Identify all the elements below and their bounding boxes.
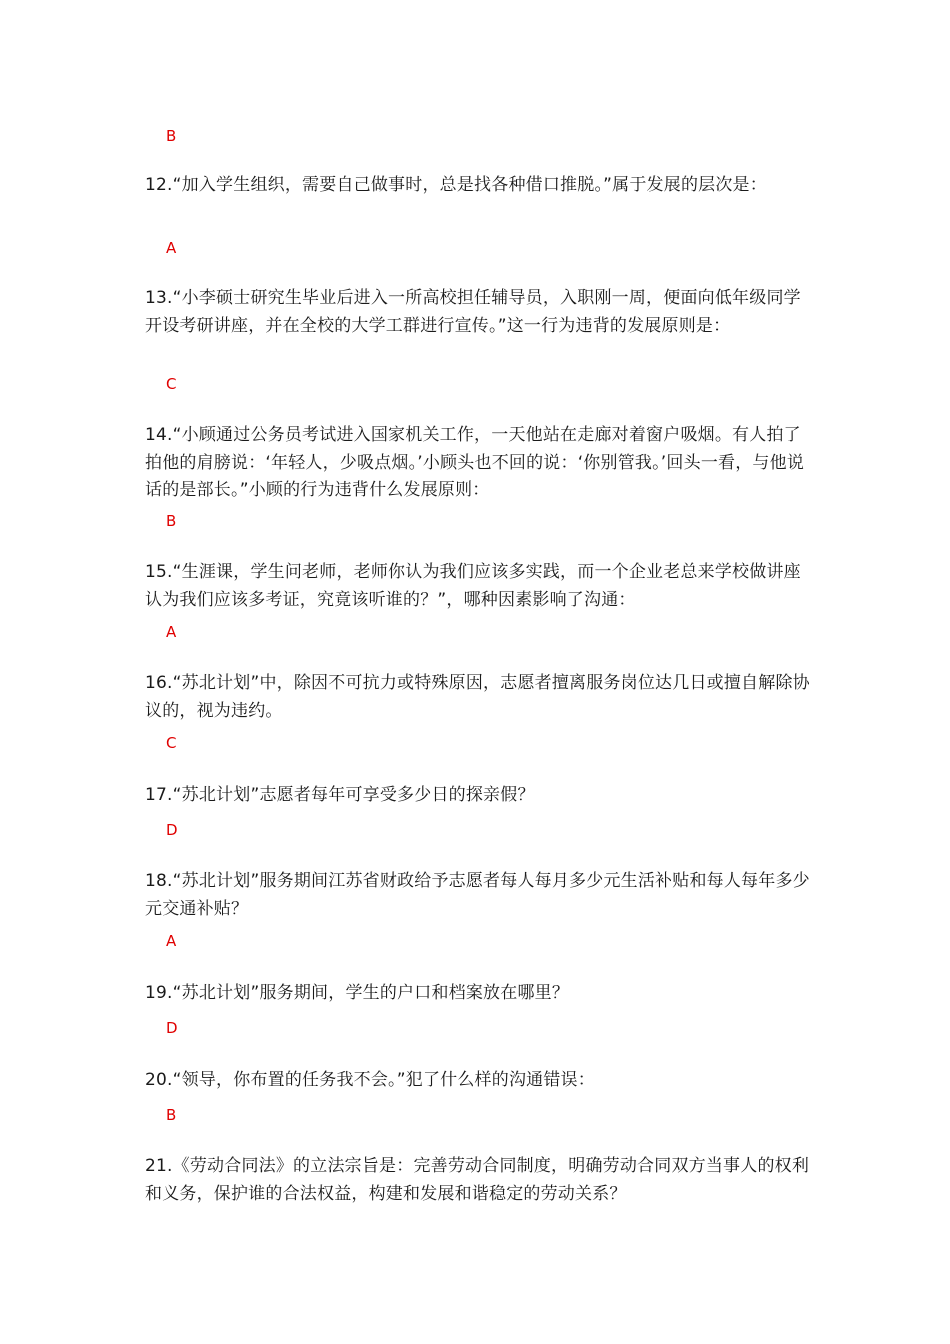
question-body-19: “苏北计划”服务期间，学生的户口和档案放在哪里？ bbox=[172, 983, 570, 1003]
question-number-12: 12. bbox=[145, 175, 173, 195]
answer-13: C bbox=[166, 375, 177, 393]
answer-18: A bbox=[166, 932, 177, 950]
question-item-14 bbox=[145, 422, 810, 530]
question-number-18: 18. bbox=[145, 871, 173, 891]
answer-19: D bbox=[166, 1019, 178, 1037]
question-body-16: “苏北计划”中，除因不可抗力或特殊原因，志愿者擅离服务岗位达几日或擅自解除协议的，视为违约。 bbox=[145, 673, 810, 721]
question-item-20 bbox=[145, 1067, 810, 1124]
question-number-13: 13. bbox=[145, 288, 173, 308]
question-text-13 bbox=[145, 285, 810, 340]
question-body-12: “加入学生组织，需要自己做事时，总是找各种借口推脱。”属于发展的层次是： bbox=[172, 175, 767, 195]
question-text-12 bbox=[145, 172, 810, 200]
question-body-21: 《劳动合同法》的立法宗旨是：完善劳动合同制度，明确劳动合同双方当事人的权利和义务，保护谁的合法权益，构建和发展和谐稳定的劳动关系？ bbox=[145, 1156, 810, 1204]
question-item-18 bbox=[145, 868, 810, 950]
question-number-15: 15. bbox=[145, 562, 173, 582]
question-item-21 bbox=[145, 1153, 810, 1208]
question-body-14: “小顾通过公务员考试进入国家机关工作，一天他站在走廊对着窗户吸烟。有人拍了拍他的肩膀说：‘年轻人，少吸点烟。’小顾头也不回的说：‘你别管我。’回头一看，与他说话的是部长。”小顾的行为违背什么发展原则： bbox=[145, 425, 805, 500]
answer-16: C bbox=[166, 734, 177, 752]
question-body-18: “苏北计划”服务期间江苏省财政给予志愿者每人每月多少元生活补贴和每人每年多少元交通补贴？ bbox=[145, 871, 810, 919]
question-item-15 bbox=[145, 559, 810, 641]
question-item-12 bbox=[145, 172, 810, 257]
answer-14: B bbox=[166, 512, 177, 530]
question-item-16 bbox=[145, 670, 810, 752]
question-text-16 bbox=[145, 670, 810, 725]
question-number-21: 21. bbox=[145, 1156, 173, 1176]
question-item-19 bbox=[145, 980, 810, 1037]
question-body-17: “苏北计划”志愿者每年可享受多少日的探亲假？ bbox=[172, 785, 535, 805]
question-text-15 bbox=[145, 559, 810, 614]
question-number-17: 17. bbox=[145, 785, 173, 805]
answer-11: B bbox=[166, 127, 177, 145]
answer-15: A bbox=[166, 623, 177, 641]
question-body-13: “小李硕士研究生毕业后进入一所高校担任辅导员，入职刚一周，便面向低年级同学开设考研讲座，并在全校的大学工群进行宣传。”这一行为违背的发展原则是： bbox=[145, 288, 801, 336]
question-number-14: 14. bbox=[145, 425, 173, 445]
question-number-16: 16. bbox=[145, 673, 173, 693]
answer-12: A bbox=[166, 239, 177, 257]
question-text-14 bbox=[145, 422, 810, 505]
question-text-19 bbox=[145, 980, 810, 1008]
question-body-20: “领导，你布置的任务我不会。”犯了什么样的沟通错误： bbox=[172, 1070, 595, 1090]
question-text-17 bbox=[145, 782, 810, 810]
question-body-15: “生涯课，学生问老师，老师你认为我们应该多实践，而一个企业老总来学校做讲座认为我们应该多考证，究竟该听谁的？”，哪种因素影响了沟通： bbox=[145, 562, 801, 610]
answer-17: D bbox=[166, 821, 178, 839]
question-item-13 bbox=[145, 285, 810, 393]
question-text-20 bbox=[145, 1067, 810, 1095]
question-text-18 bbox=[145, 868, 810, 923]
question-number-20: 20. bbox=[145, 1070, 173, 1090]
question-text-21 bbox=[145, 1153, 810, 1208]
answer-20: B bbox=[166, 1106, 177, 1124]
question-number-19: 19. bbox=[145, 983, 173, 1003]
question-item-17 bbox=[145, 782, 810, 839]
